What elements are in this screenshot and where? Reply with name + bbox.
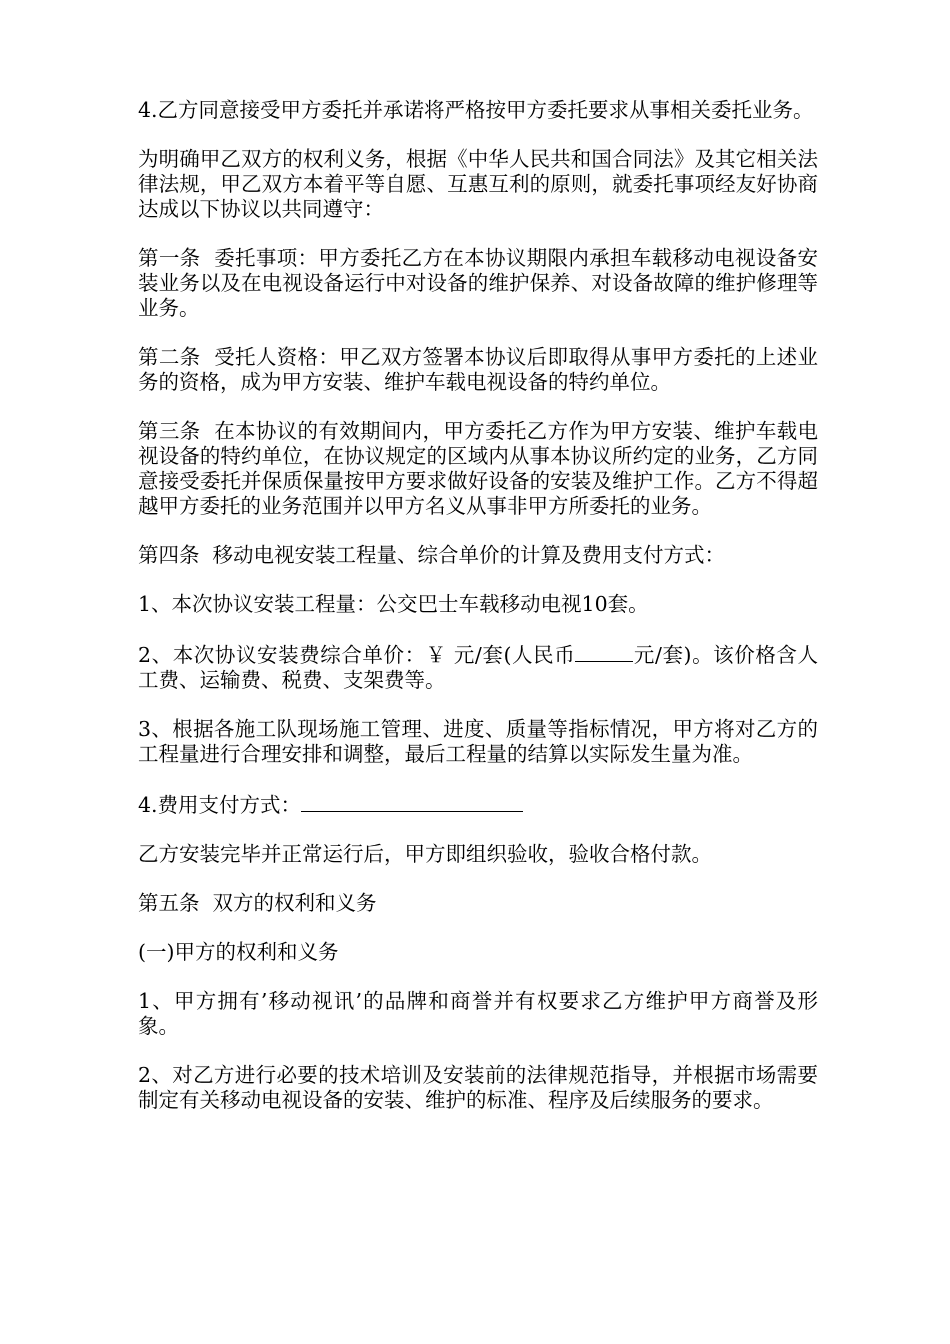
payment-method-label: 4.费用支付方式：: [138, 793, 302, 817]
party-a-item-1-brand: 1、甲方拥有’移动视讯’的品牌和商誉并有权要求乙方维护甲方商誉及形象。: [138, 989, 818, 1038]
document-page: [138, 98, 818, 1137]
article-4-heading: 第四条 移动电视安装工程量、综合单价的计算及费用支付方式：: [138, 543, 726, 567]
article-4-item-4-payment: [138, 791, 818, 818]
article-4-item-3-adjustment: 3、根据各施工队现场施工管理、进度、质量等指标情况，甲方将对乙方的工程量进行合理安排和调整，最后工程量的结算以实际发生量为准。: [138, 717, 818, 766]
unit-price-text-start: 2、本次协议安装费综合单价：￥ 元/套(人民币: [138, 643, 576, 667]
rmb-amount-blank[interactable]: [575, 641, 633, 662]
article-1-entrusted-matters: 第一条 委托事项：甲方委托乙方在本协议期限内承担车载移动电视设备安装业务以及在电视设备运行中对设备的维护保养、对设备故障的维护修理等业务。: [138, 246, 818, 320]
preamble-paragraph: 为明确甲乙双方的权利义务，根据《中华人民共和国合同法》及其它相关法律法规，甲乙双方本着平等自愿、互惠互利的原则，就委托事项经友好协商达成以下协议以共同遵守：: [138, 147, 818, 221]
party-a-item-2-training: 2、对乙方进行必要的技术培训及安装前的法律规范指导，并根据市场需要制定有关移动电视设备的安装、维护的标准、程序及后续服务的要求。: [138, 1063, 818, 1112]
unit-price-text-end: 元/套)。该价格含人工费、运输费、税费、支架费等。: [138, 643, 818, 692]
acceptance-payment-paragraph: 乙方安装完毕并正常运行后，甲方即组织验收，验收合格付款。: [138, 842, 712, 866]
article-5-heading: 第五条 双方的权利和义务: [138, 891, 377, 915]
article-2-trustee-qualification: 第二条 受托人资格：甲乙双方签署本协议后即取得从事甲方委托的上述业务的资格，成为甲方安装、维护车载电视设备的特约单位。: [138, 345, 818, 394]
clause-4-acceptance: 4.乙方同意接受甲方委托并承诺将严格按甲方委托要求从事相关委托业务。: [138, 98, 814, 122]
article-3-scope: 第三条 在本协议的有效期间内，甲方委托乙方作为甲方安装、维护车载电视设备的特约单位，在协议规定的区域内从事本协议所约定的业务，乙方同意接受委托并保质保量按甲方要求做好设备的安装及维护工作。乙方不得超越甲方委托的业务范围并以甲方名义从事非甲方所委托的业务。: [138, 419, 818, 518]
party-a-rights-heading: (一)甲方的权利和义务: [138, 940, 339, 964]
article-4-item-1-quantity: 1、本次协议安装工程量：公交巴士车载移动电视10套。: [138, 592, 649, 616]
article-4-item-2-unit-price: [138, 641, 818, 693]
payment-method-blank[interactable]: [301, 791, 523, 812]
